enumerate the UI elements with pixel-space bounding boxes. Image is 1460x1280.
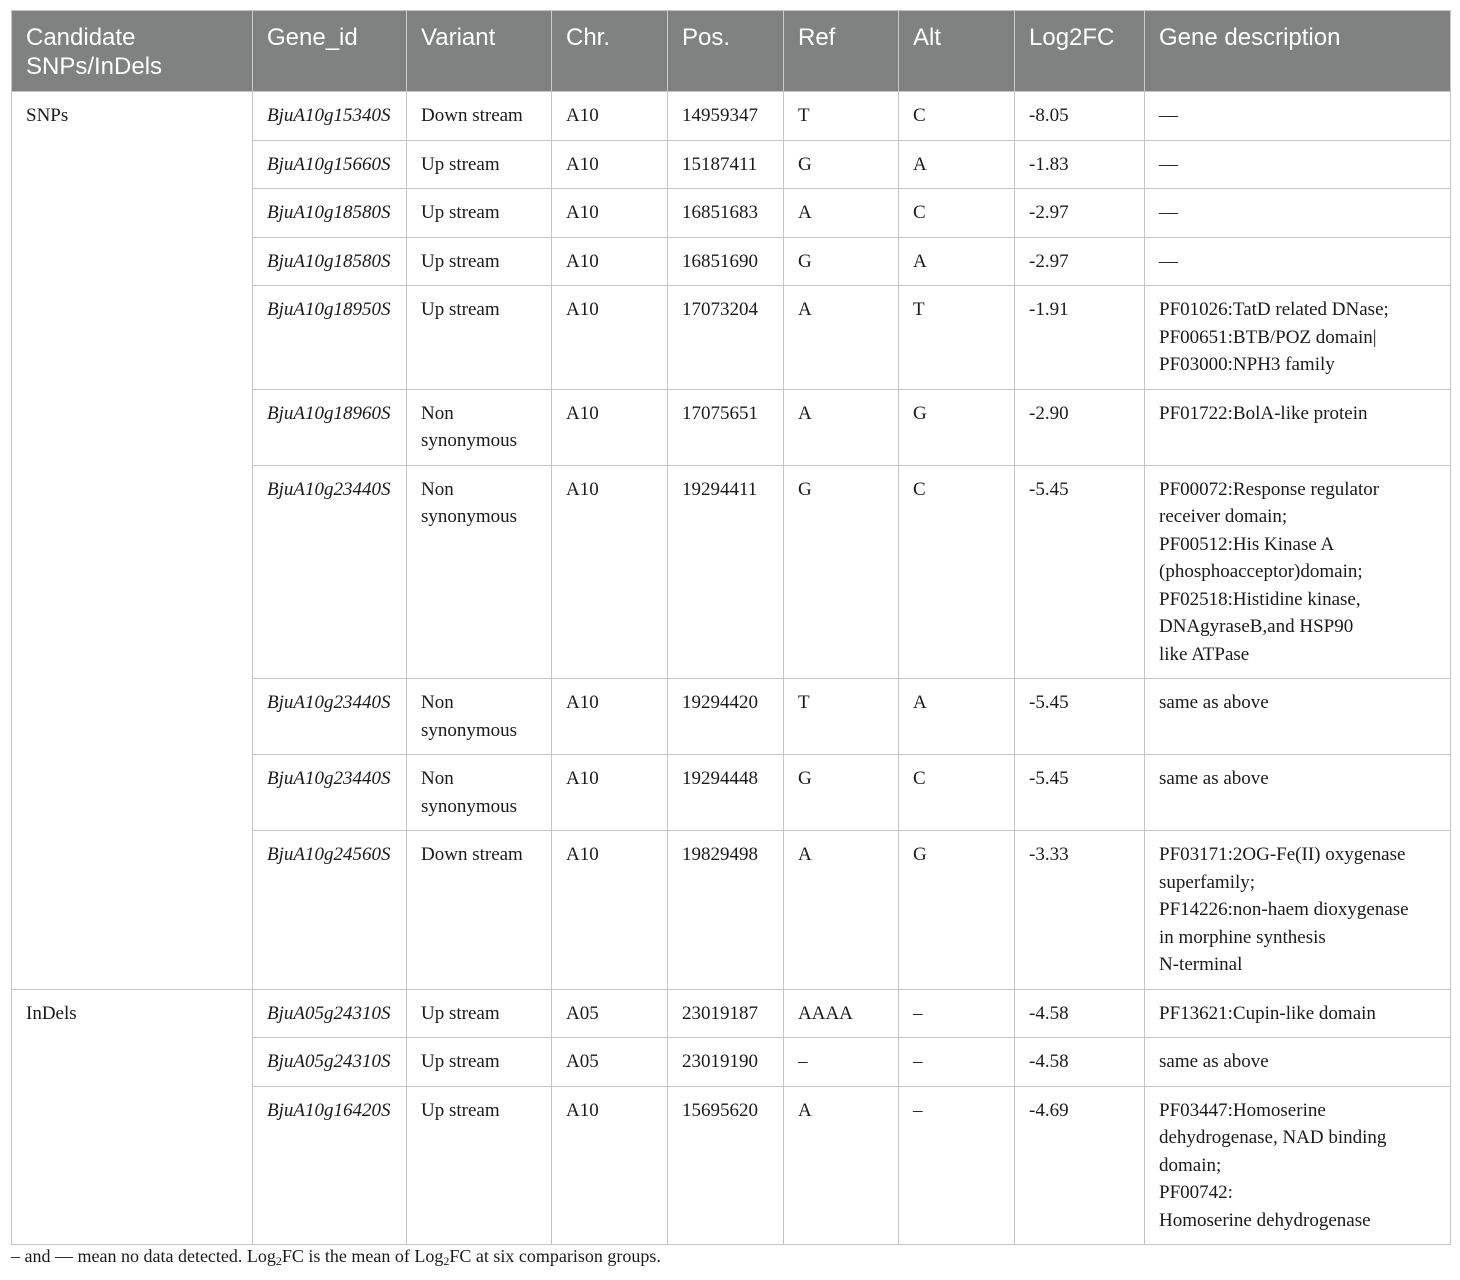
description-line: PF00742: xyxy=(1159,1182,1233,1203)
description-line: same as above xyxy=(1159,768,1269,789)
description-line: Homoserine dehydrogenase xyxy=(1159,1209,1371,1231)
log2fc-cell: -5.45 xyxy=(1015,755,1145,831)
log2fc-cell: -4.58 xyxy=(1015,1038,1145,1087)
pos-cell: 19294448 xyxy=(668,755,784,831)
log2fc-cell: -1.83 xyxy=(1015,140,1145,189)
log2fc-cell: -2.90 xyxy=(1015,389,1145,465)
description-line: PF01026:TatD related DNase; xyxy=(1159,299,1389,320)
chr-cell: A10 xyxy=(552,679,668,755)
pos-cell: 14959347 xyxy=(668,92,784,141)
footnote-text-2: FC is the mean of Log xyxy=(281,1246,444,1266)
gene-id-cell: BjuA10g15340S xyxy=(253,92,407,141)
ref-cell: T xyxy=(784,92,899,141)
header-gene-description: Gene description xyxy=(1145,11,1451,92)
gene-description-cell xyxy=(1145,389,1451,465)
gene-description-cell xyxy=(1145,92,1451,141)
header-chr: Chr. xyxy=(552,11,668,92)
chr-cell: A05 xyxy=(552,989,668,1038)
gene-id-cell: BjuA10g18950S xyxy=(253,286,407,390)
alt-cell: A xyxy=(899,237,1015,286)
chr-cell: A10 xyxy=(552,755,668,831)
pos-cell: 19829498 xyxy=(668,831,784,990)
alt-cell: – xyxy=(899,1086,1015,1245)
gene-description-cell xyxy=(1145,465,1451,679)
description-line: –– xyxy=(1159,105,1178,126)
log2fc-cell: -2.97 xyxy=(1015,237,1145,286)
gene-id-cell: BjuA05g24310S xyxy=(253,1038,407,1087)
ref-cell: AAAA xyxy=(784,989,899,1038)
ref-cell: A xyxy=(784,831,899,990)
alt-cell: C xyxy=(899,189,1015,238)
alt-cell: – xyxy=(899,989,1015,1038)
variant-cell: Up stream xyxy=(407,237,552,286)
alt-cell: G xyxy=(899,389,1015,465)
variant-cell: Up stream xyxy=(407,1038,552,1087)
gene-id-cell: BjuA10g16420S xyxy=(253,1086,407,1245)
alt-cell: G xyxy=(899,831,1015,990)
header-variant: Variant xyxy=(407,11,552,92)
log2fc-cell: -5.45 xyxy=(1015,465,1145,679)
variant-cell: Down stream xyxy=(407,92,552,141)
gene-id-cell: BjuA10g24560S xyxy=(253,831,407,990)
description-line: N-terminal xyxy=(1159,954,1243,975)
chr-cell: A05 xyxy=(552,1038,668,1087)
gene-description-cell xyxy=(1145,755,1451,831)
log2fc-cell: -8.05 xyxy=(1015,92,1145,141)
header-gene-id: Gene_id xyxy=(253,11,407,92)
footnote-sub-2: 2 xyxy=(443,1254,450,1268)
variant-cell: Up stream xyxy=(407,1086,552,1245)
ref-cell: – xyxy=(784,1038,899,1087)
description-line: PF03447:Homoserine xyxy=(1159,1099,1326,1121)
gene-description-cell xyxy=(1145,831,1451,990)
chr-cell: A10 xyxy=(552,189,668,238)
alt-cell: A xyxy=(899,679,1015,755)
header-row xyxy=(12,11,1451,92)
gene-id-cell: BjuA05g24310S xyxy=(253,989,407,1038)
pos-cell: 15187411 xyxy=(668,140,784,189)
description-line: PF14226:non-haem dioxygenase xyxy=(1159,899,1409,920)
gene-description-cell xyxy=(1145,286,1451,390)
gene-id-cell: BjuA10g18580S xyxy=(253,189,407,238)
alt-cell: C xyxy=(899,92,1015,141)
ref-cell: A xyxy=(784,1086,899,1245)
ref-cell: G xyxy=(784,465,899,679)
pos-cell: 19294411 xyxy=(668,465,784,679)
variant-cell: Up stream xyxy=(407,189,552,238)
pos-cell: 16851683 xyxy=(668,189,784,238)
alt-cell: C xyxy=(899,465,1015,679)
pos-cell: 23019187 xyxy=(668,989,784,1038)
gene-description-cell xyxy=(1145,1038,1451,1087)
variant-cell: Non synonymous xyxy=(407,389,552,465)
ref-cell: T xyxy=(784,679,899,755)
description-line: domain; xyxy=(1159,1154,1222,1176)
description-line: PF02518:Histidine kinase, xyxy=(1159,588,1361,610)
chr-cell: A10 xyxy=(552,286,668,390)
header-alt: Alt xyxy=(899,11,1015,92)
gene-id-cell: BjuA10g18960S xyxy=(253,389,407,465)
footnote-text-3: FC at six comparison groups. xyxy=(449,1246,661,1266)
pos-cell: 16851690 xyxy=(668,237,784,286)
variant-cell: Up stream xyxy=(407,140,552,189)
candidate-snps-table xyxy=(11,10,1451,1245)
description-line: (phosphoacceptor)domain; xyxy=(1159,561,1363,582)
footnote-text-1: – and –– mean no data detected. Log xyxy=(11,1246,276,1266)
gene-description-cell xyxy=(1145,1086,1451,1245)
chr-cell: A10 xyxy=(552,465,668,679)
ref-cell: A xyxy=(784,189,899,238)
description-line: like ATPase xyxy=(1159,643,1250,665)
chr-cell: A10 xyxy=(552,1086,668,1245)
description-line: PF00072:Response regulator xyxy=(1159,478,1380,500)
description-line: DNAgyraseB,and HSP90 xyxy=(1159,616,1354,637)
log2fc-cell: -1.91 xyxy=(1015,286,1145,390)
chr-cell: A10 xyxy=(552,831,668,990)
variant-cell: Non synonymous xyxy=(407,755,552,831)
gene-id-cell: BjuA10g23440S xyxy=(253,755,407,831)
pos-cell: 23019190 xyxy=(668,1038,784,1087)
header-ref: Ref xyxy=(784,11,899,92)
description-line: same as above xyxy=(1159,1051,1269,1072)
chr-cell: A10 xyxy=(552,237,668,286)
description-line: superfamily; xyxy=(1159,871,1256,893)
description-line: PF01722:BolA-like protein xyxy=(1159,402,1368,424)
description-line: –– xyxy=(1159,153,1178,175)
description-line: PF03171:2OG-Fe(II) oxygenase xyxy=(1159,844,1406,865)
chr-cell: A10 xyxy=(552,389,668,465)
pos-cell: 19294420 xyxy=(668,679,784,755)
description-line: receiver domain; xyxy=(1159,506,1288,527)
description-line: PF00512:His Kinase A xyxy=(1159,533,1335,555)
description-line: PF00651:BTB/POZ domain| xyxy=(1159,326,1377,348)
ref-cell: A xyxy=(784,286,899,390)
header-pos: Pos. xyxy=(668,11,784,92)
description-line: in morphine synthesis xyxy=(1159,926,1326,948)
footnote-sub-1: 2 xyxy=(275,1254,282,1268)
alt-cell: A xyxy=(899,140,1015,189)
gene-id-cell: BjuA10g18580S xyxy=(253,237,407,286)
gene-id-cell: BjuA10g23440S xyxy=(253,465,407,679)
pos-cell: 15695620 xyxy=(668,1086,784,1245)
description-line: same as above xyxy=(1159,692,1269,713)
alt-cell: – xyxy=(899,1038,1015,1087)
variant-cell: Non synonymous xyxy=(407,679,552,755)
table-body xyxy=(12,92,1451,1245)
group-label-cell: InDels xyxy=(12,989,253,1245)
gene-id-cell: BjuA10g23440S xyxy=(253,679,407,755)
group-label-cell: SNPs xyxy=(12,92,253,990)
variant-cell: Down stream xyxy=(407,831,552,990)
gene-description-cell xyxy=(1145,140,1451,189)
description-line: PF03000:NPH3 family xyxy=(1159,354,1335,375)
variant-cell: Non synonymous xyxy=(407,465,552,679)
pos-cell: 17075651 xyxy=(668,389,784,465)
table-container xyxy=(11,10,1450,1245)
variant-cell: Up stream xyxy=(407,989,552,1038)
gene-description-cell xyxy=(1145,989,1451,1038)
log2fc-cell: -5.45 xyxy=(1015,679,1145,755)
log2fc-cell: -2.97 xyxy=(1015,189,1145,238)
description-line: –– xyxy=(1159,202,1178,223)
ref-cell: A xyxy=(784,389,899,465)
log2fc-cell: -3.33 xyxy=(1015,831,1145,990)
table-row xyxy=(12,989,1451,1038)
log2fc-cell: -4.69 xyxy=(1015,1086,1145,1245)
variant-cell: Up stream xyxy=(407,286,552,390)
alt-cell: C xyxy=(899,755,1015,831)
gene-description-cell xyxy=(1145,679,1451,755)
ref-cell: G xyxy=(784,140,899,189)
gene-description-cell xyxy=(1145,189,1451,238)
ref-cell: G xyxy=(784,237,899,286)
table-footnote xyxy=(11,1246,661,1269)
alt-cell: T xyxy=(899,286,1015,390)
description-line: dehydrogenase, NAD binding xyxy=(1159,1127,1387,1148)
gene-description-cell xyxy=(1145,237,1451,286)
description-line: –– xyxy=(1159,250,1178,272)
chr-cell: A10 xyxy=(552,92,668,141)
log2fc-cell: -4.58 xyxy=(1015,989,1145,1038)
ref-cell: G xyxy=(784,755,899,831)
description-line: PF13621:Cupin-like domain xyxy=(1159,1002,1376,1024)
chr-cell: A10 xyxy=(552,140,668,189)
header-candidate: Candidate SNPs/InDels xyxy=(12,11,253,92)
pos-cell: 17073204 xyxy=(668,286,784,390)
table-row xyxy=(12,92,1451,141)
header-log2fc: Log2FC xyxy=(1015,11,1145,92)
gene-id-cell: BjuA10g15660S xyxy=(253,140,407,189)
